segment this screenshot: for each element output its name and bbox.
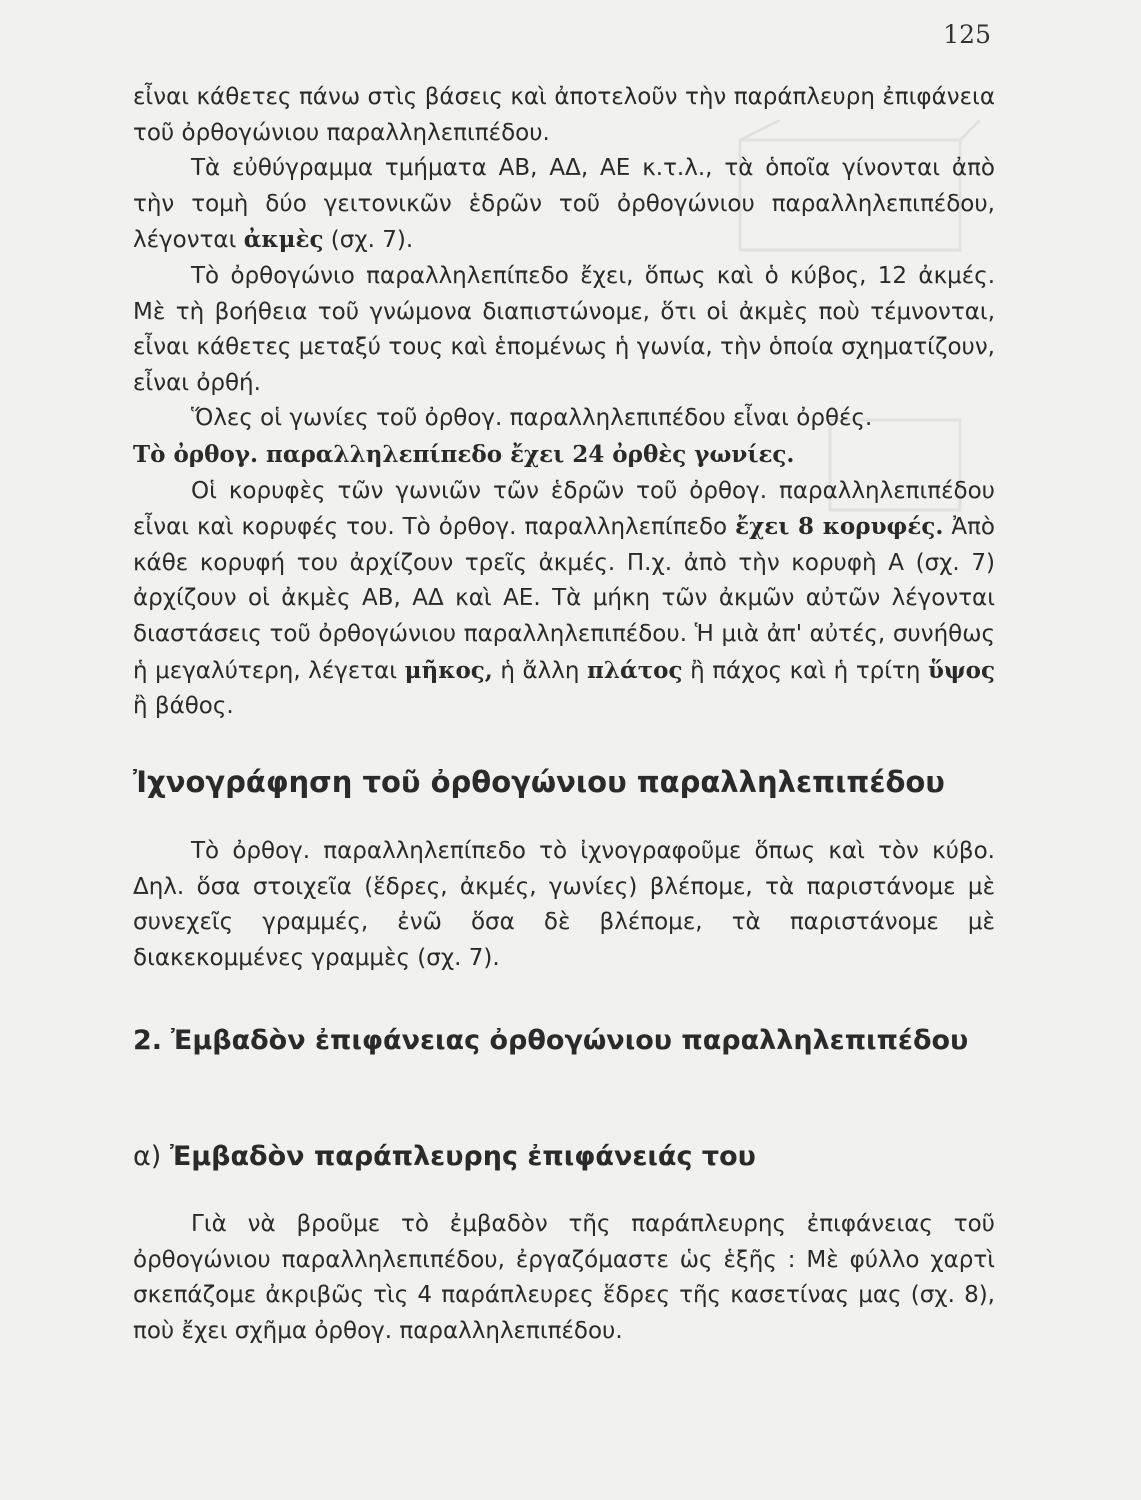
paragraph-24-angles [133,437,995,474]
paragraph-vertices-dimensions: Οἱ κορυφὲς τῶν γωνιῶν τῶν ἑδρῶν τοῦ ὀρθογ. παραλληλεπιπέδου εἶναι καὶ κορυφές του. Τὸ ὀρθογ. παραλληλεπίπεδο ἔχει 8 κορυφές. Ἀπὸ κάθε κορυφή του ἀρχίζουν τρεῖς ἀκμές. Π.χ. ἀπὸ τὴν κορυφὴ Α (σχ. 7) ἀρχίζουν οἱ ἀκμὲς ΑΒ, ΑΔ καὶ ΑΕ. Τὰ μήκη τῶν ἀκμῶν αὐτῶν λέγονται διαστάσεις τοῦ ὀρθογώνιου παραλληλεπιπέδου. Ἡ μιὰ ἀπ' αὐτές, συνήθως ἡ μεγαλύτερη, λέγεται μῆκος, ἡ ἄλλη πλάτος ἢ πάχος καὶ ἡ τρίτη ὕψος ἢ βάθος. [133,477,995,720]
paragraph-twelve-edges: Τὸ ὀρθογώνιο παραλληλεπίπεδο ἔχει, ὅπως καὶ ὁ κύβος, 12 ἀκμές. Μὲ τὴ βοήθεια τοῦ γνώμονα διαπιστώνομε, ὅτι οἱ ἀκμὲς ποὺ τέμνονται, εἶναι κάθετες μεταξύ τους καὶ ἑπομένως ἡ γωνία, τὴν ὁποία σχηματίζουν, εἶναι ὀρθή. [133,262,995,396]
term-edges: ἀκμὲς [243,226,324,254]
section-heading-drawing: Ἰχνογράφηση τοῦ ὀρθογώνιου παραλληλεπιπέδου [133,765,945,799]
body-text-top [133,80,995,725]
paragraph-right-angles: Ὅλες οἱ γωνίες τοῦ ὀρθογ. παραλληλεπιπέδου εἶναι ὀρθές. [191,405,873,432]
section-title: Ἐμβαδὸν ἐπιφάνειας ὀρθογώνιου παραλληλεπιπέδου [171,1025,969,1056]
paragraph-lateral-surface: εἶναι κάθετες πάνω στὶς βάσεις καὶ ἀποτελοῦν τὴν παράπλευρη ἐπιφάνεια τοῦ ὀρθογώνιου παραλληλεπιπέδου. [133,84,995,146]
term-height: ὕψος [928,656,995,684]
subsection-heading-lateral-area [133,1138,995,1176]
section-heading-surface-area [133,1022,995,1060]
body-text-drawing [133,834,995,976]
term-length: μῆκος, [404,656,493,684]
term-8-vertices: ἔχει 8 κορυφές. [735,513,944,541]
page-number: 125 [943,20,991,49]
section-number: 2. [133,1025,163,1056]
statement-24-angles: Τὸ ὀρθογ. παραλληλεπίπεδο ἔχει 24 ὀρθὲς γωνίες. [133,440,795,468]
subsection-title: Ἐμβαδὸν παράπλευρης ἐπιφάνειάς του [169,1141,756,1172]
paragraph-edges-definition: Τὰ εὐθύγραμμα τμήματα ΑΒ, ΑΔ, ΑΕ κ.τ.λ., τὰ ὁποῖα γίνονται ἀπὸ τὴν τομὴ δύο γειτονικῶν ἑδρῶν τοῦ ὀρθογώνιου παραλληλεπιπέδου, λέγονται ἀκμὲς (σχ. 7). [133,155,995,254]
subsection-label: α) [133,1141,162,1172]
body-text-lateral-area [133,1207,995,1349]
term-width: πλάτος [587,656,683,684]
paragraph-drawing-method: Τὸ ὀρθογ. παραλληλεπίπεδο τὸ ἰχνογραφοῦμε ὅπως καὶ τὸν κύβο. Δηλ. ὅσα στοιχεῖα (ἕδρες, ἀκμές, γωνίες) βλέπομε, τὰ παριστάνομε μὲ συνεχεῖς γραμμές, ἐνῶ ὅσα δὲ βλέπομε, τὰ παριστάνομε μὲ διακεκομμένες γραμμὲς (σχ. 7). [133,838,995,971]
paragraph-lateral-area-method: Γιὰ νὰ βροῦμε τὸ ἐμβαδὸν τῆς παράπλευρης ἐπιφάνειας τοῦ ὀρθογώνιου παραλληλεπιπέδου, ἐργαζόμαστε ὡς ἑξῆς : Μὲ φύλλο χαρτὶ σκεπάζομε ἀκριβῶς τὶς 4 παράπλευρες ἕδρες τῆς κασετίνας μας (σχ. 8), ποὺ ἔχει σχῆμα ὀρθογ. παραλληλεπιπέδου. [133,1211,995,1344]
